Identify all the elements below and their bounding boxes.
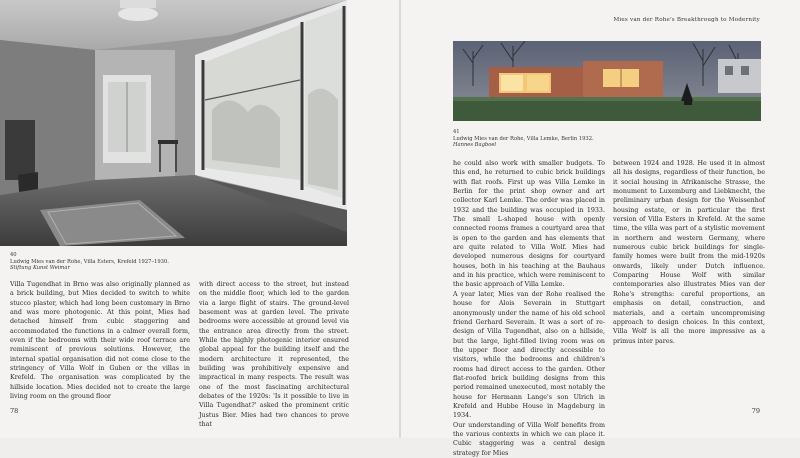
- right-column-1: [453, 159, 605, 458]
- left-column-2: [199, 280, 349, 430]
- figure-40-caption: [10, 252, 330, 272]
- figure-number: 41: [453, 129, 460, 135]
- figure-number: 40: [10, 252, 17, 258]
- page-number-left: 78: [10, 407, 19, 415]
- left-column-1: [10, 280, 190, 401]
- page-number-right: 79: [751, 407, 760, 415]
- figure-41-caption: [453, 129, 763, 149]
- body-paragraph: between 1924 and 1928. He used it in almost all his designs, regardless of their function, be it social housing in Afrikanische Strasse, the monument to Luxemburg and Liebknecht, the preliminary urban design for the Weissenhof housing estate, or in particular the first version of Villa Esters in Krefeld. At the same time, the villa was part of a stylistic movement in northern and western Germany, where numerous cubic brick buildings for single-family homes were built from the mid-1920s onwards, likely under Dutch influence. Comparing House Wolf with similar contemporaries also illustrates Mies van der Rohe's strengths: careful proportions, an emphasis on detail, construction, and materials, and a certain uncompromising approach to design choices. In this context, Villa Wolf is all the more impressive as a primus inter pares.: [613, 160, 765, 345]
- running-head: Mies van der Rohe's Breakthrough to Modernity: [613, 17, 760, 23]
- figure-40-photo: [0, 0, 347, 246]
- photo-credit: Hannes Bagboel: [453, 142, 497, 149]
- body-paragraph: with direct access to the street, but instead on the middle floor, which led to the garden via a large flight of stairs. The ground-level basement was at garden level. The private bedrooms were accessible at ground level via the entrance area directly from the street. While the highly photogenic interior ensured global appeal for the building itself and the modern architecture it represented, the building was prohibitively expensive and impractical in many respects. The result was one of the most fascinating architectural debates of the 1920s: 'Is it possible to live in Villa Tugendhat?' asked the prominent critic Justus Bier. Mies had two chances to prove that: [199, 281, 349, 429]
- right-page: [401, 0, 800, 457]
- body-paragraph: A year later, Mies van der Rohe realised the house for Alois Severain in Stuttgart anonymously under the name of his old school friend Gerhard Severain. It was a sort of re-design of Villa Tugendhat, also on a hillside, but the large, light-filled living room was on the upper floor and directly accessible to visitors, while the bedrooms and children's rooms had direct access to the garden. Other flat-roofed brick building designs from this period remained unexecuted, most notably the house for Hermann Lange's son Ulrich in Krefeld and Hubbe House in Magdeburg in 1934.: [453, 290, 605, 420]
- caption-text: Ludwig Mies van der Rohe, Villa Lemke, Berlin 1932.: [453, 135, 594, 142]
- exterior-dusk-photo: [453, 41, 761, 121]
- figure-41-photo: [453, 41, 761, 121]
- body-paragraph: Our understanding of Villa Wolf benefits from the various contexts in which we can place it. Cubic staggering was a central design strategy for Mies: [453, 421, 605, 457]
- caption-text: Ludwig Mies van der Rohe, Villa Esters, Krefeld 1927–1930.: [10, 258, 169, 265]
- body-paragraph: he could also work with smaller budgets. To this end, he returned to cubic brick buildings with flat roofs. First up was Villa Lemke in Berlin for the print shop owner and art collector Karl Lemke. The order was placed in 1932 and the building was occupied in 1933. The small L-shaped house with openly connected rooms frames a courtyard area that is open to the garden and has elements that are quite related to Villa Wolf. Mies had developed numerous designs for courtyard houses, both in his teaching at the Bauhaus and in his practice, which were reminiscent to the basic approach of Villa Lemke.: [453, 160, 605, 289]
- body-paragraph: Villa Tugendhat in Brno was also originally planned as a brick building, but Mies decided to switch to white stucco plaster, which had long been customary in Brno and was more photogenic. At this point, Mies had detached himself from cubic staggering and accommodated the functions in a calmer overall form, even if the bedrooms with their wide roof terrace are reminiscent of previous solutions. However, the internal spatial organisation did not come close to the stringency of Villa Wolf in Guben or the villas in Krefeld. The organisation was complicated by the hillside location. Mies decided not to create the large living room on the ground floor: [10, 281, 190, 401]
- interior-window-photo: [0, 0, 347, 246]
- left-page: [0, 0, 399, 438]
- photo-credit: Stiftung Kunst Weimar: [10, 265, 70, 272]
- right-column-2: [613, 159, 765, 346]
